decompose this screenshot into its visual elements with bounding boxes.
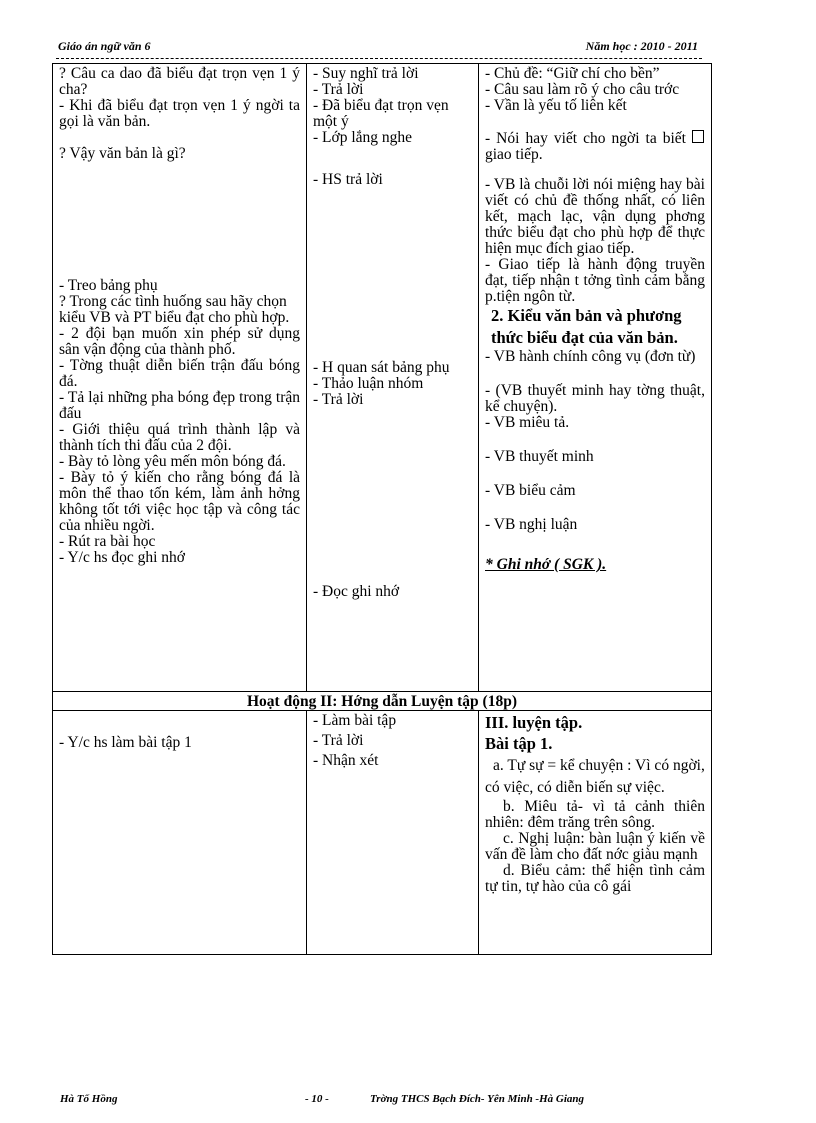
content-line: c. Nghị luận: bàn luận ý kiến về vấn đề làm cho đất nớc giàu mạnh [485, 830, 705, 863]
content-line: - Vần là yếu tố liên kết [485, 97, 627, 114]
student-line: - Lớp lắng nghe [313, 129, 413, 146]
content-line: - Giao tiếp là hành động truyền đạt, tiếp nhận t tởng tình cảm bằng p.tiện ngôn từ. [485, 256, 705, 305]
footer-page-number: - 10 - [305, 1093, 329, 1105]
student-line: - Trả lời [313, 732, 364, 749]
empty-square-icon [692, 130, 704, 143]
footer-author: Hà Tố Hồng [60, 1093, 118, 1105]
student-line: - Đã biểu đạt trọn vẹn một ý [313, 97, 449, 130]
content-line: - VB nghị luận [485, 516, 578, 533]
teacher-line: ? Vậy văn bản là gì? [59, 145, 186, 162]
teacher-line: - Rút ra bài học [59, 533, 156, 550]
student-line: - HS trả lời [313, 171, 383, 188]
student-line: - Đọc ghi nhớ [313, 583, 400, 600]
content-text: giao tiếp. [485, 146, 543, 163]
activity-row-1 [53, 64, 712, 692]
memo-note: * Ghi nhớ ( SGK ). [485, 556, 607, 573]
content-line: - Câu sau làm rõ ý cho câu trớc [485, 81, 680, 98]
activity-row-2 [53, 711, 712, 955]
content-cell [479, 711, 712, 955]
teacher-line: - Tả lại những pha bóng đẹp trong trận đấu [59, 389, 300, 422]
student-line: - Nhận xét [313, 752, 379, 769]
footer-school: Trờng THCS Bạch Đích- Yên Minh -Hà Giang [370, 1093, 585, 1105]
content-cell [479, 64, 712, 692]
teacher-line: - Treo bảng phụ [59, 277, 158, 294]
student-activity-cell [307, 711, 479, 955]
section-heading: 2. Kiểu văn bản và phương thức biểu đạt của văn bản. [491, 306, 682, 347]
teacher-line: - Tờng thuật diễn biến trận đấu bóng đá. [59, 357, 300, 390]
content-line: - VB thuyết minh [485, 448, 594, 465]
teacher-line: - Giới thiệu quá trình thành lập và thành tích thi đấu của 2 đội. [59, 421, 300, 454]
content-line: - VB miêu tả. [485, 414, 570, 431]
student-activity-cell [307, 64, 479, 692]
exercise-heading: Bài tập 1. [485, 734, 553, 753]
content-line [485, 130, 705, 163]
teacher-line: - 2 đội bạn muốn xin phép sử dụng sân vận động của thành phố. [59, 325, 300, 358]
section-title: Hoạt động II: Hớng dẫn Luyện tập (18p) [53, 692, 712, 711]
teacher-line: - Khi đã biểu đạt trọn vẹn 1 ý ngời ta gọi là văn bản. [59, 97, 300, 130]
teacher-line: - Bày tỏ lòng yêu mến môn bóng đá. [59, 453, 286, 470]
content-line: d. Biểu cảm: thể hiện tình cảm tự tin, tự hào của cô gái [485, 862, 705, 895]
student-line: - H quan sát bảng phụ [313, 359, 450, 376]
teacher-line: - Y/c hs đọc ghi nhớ [59, 549, 186, 566]
teacher-activity-cell [53, 64, 307, 692]
teacher-line: - Y/c hs làm bài tập 1 [59, 734, 192, 751]
section-header-row [53, 692, 712, 711]
content-line: - Chủ đề: “Giữ chí cho bền” [485, 65, 660, 82]
content-line: - VB là chuỗi lời nói miệng hay bài viết có chủ đề thống nhất, có liên kết, mạch lạc, vận dụng phơng thức biểu đạt cho phù hợp để thực hiện mục đích giao tiếp. [485, 176, 705, 257]
content-line: b. Miêu tả- vì tả cảnh thiên nhiên: đêm trăng trên sông. [485, 798, 705, 831]
teacher-line: - Bày tỏ ý kiến cho rằng bóng đá là môn thể thao tốn kém, làm ảnh hởng không tốt tới việc học tập và công tác của nhiều ngời. [59, 469, 300, 534]
teacher-line: ? Câu ca dao đã biểu đạt trọn vẹn 1 ý cha? [59, 65, 300, 98]
teacher-line: ? Trong các tình huống sau hãy chọn kiểu VB và PT biểu đạt cho phù hợp. [59, 293, 290, 326]
content-line: - (VB thuyết minh hay tờng thuật, kể chuyện). [485, 382, 705, 415]
student-line: - Làm bài tập [313, 712, 397, 729]
teacher-activity-cell [53, 711, 307, 955]
lesson-plan-table [52, 63, 712, 955]
section-heading: III. luyện tập. [485, 713, 583, 732]
student-line: - Suy nghĩ trả lời [313, 65, 419, 82]
header-divider [56, 58, 702, 59]
student-line: - Thảo luận nhóm [313, 375, 424, 392]
header-subject: Giáo án ngữ văn 6 [58, 39, 151, 53]
content-text: - Nói hay viết cho ngời ta biết [485, 130, 686, 147]
content-line: - VB hành chính công vụ (đơn từ) [485, 348, 696, 365]
content-line: - VB biểu cảm [485, 482, 576, 499]
student-line: - Trả lời [313, 81, 364, 98]
header-school-year: Năm học : 2010 - 2011 [585, 39, 698, 53]
content-line: a. Tự sự = kể chuyện : Vì có ngời, có việc, có diễn biến sự việc. [485, 757, 705, 796]
student-line: - Trả lời [313, 391, 364, 408]
